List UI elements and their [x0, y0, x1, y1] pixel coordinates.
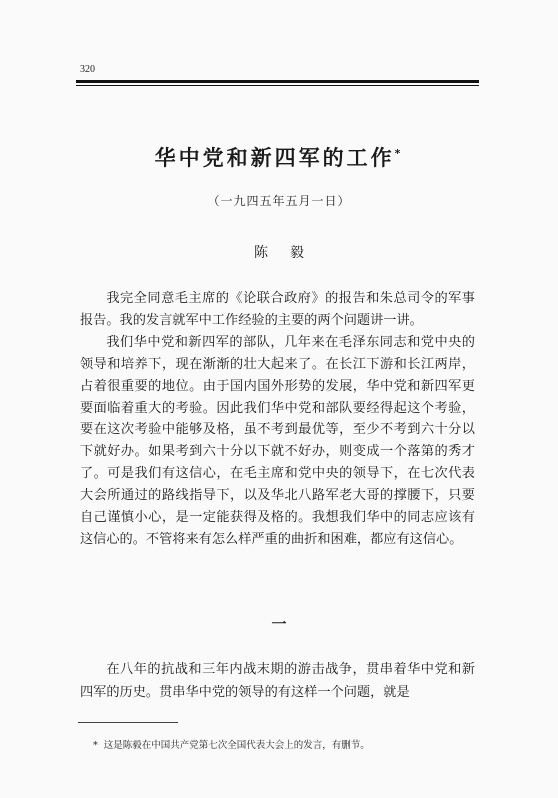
- page-number: 320: [80, 64, 95, 75]
- footnote: [93, 737, 370, 751]
- footnote-mark: *: [93, 740, 98, 751]
- footnote-rule: [78, 722, 178, 723]
- body-text: [80, 288, 475, 551]
- title-note-mark: *: [394, 147, 404, 160]
- paragraph: 在八年的抗战和三年内战末期的游击战争，贯串着华中党和新四军的历史。贯串华中党的领导的有这样一个问题，就是: [80, 662, 475, 700]
- article-title-text: 华中党和新四军的工作: [154, 146, 395, 170]
- footnote-text: 这是陈毅在中国共产党第七次全国代表大会上的发言，有删节。: [103, 740, 370, 751]
- body-text-section: [80, 659, 475, 704]
- article-author: 陈毅: [254, 245, 326, 261]
- header-rule-thick: [76, 80, 479, 83]
- article-title: [0, 142, 558, 172]
- article-date: （一九四五年五月一日）: [207, 194, 351, 208]
- paragraph: 我完全同意毛主席的《论联合政府》的报告和朱总司令的军事报告。我的发言就军中工作经验的主要的两个问题讲一讲。: [80, 291, 475, 328]
- header-rule-thin: [76, 85, 479, 86]
- section-number: 一: [271, 615, 287, 633]
- paragraph: 我们华中党和新四军的部队，几年来在毛泽东同志和党中央的领导和培养下，现在渐渐的壮大起来了。在长江下游和长江两岸，占着很重要的地位。由于国内国外形势的发展，华中党和新四军更要面临着重大的考验。因此我们华中党和部队要经得起这个考验，要在这次考验中能够及格，虽不考到最优等，至少不考到六十分以下就好办。如果考到六十分以下就不好办，则变成一个落第的秀才了。可是我们有这信心，在毛主席和党中央的领导下，在七次代表大会所通过的路线指导下，以及华北八路军老大哥的撑腰下，只要自己谨慎小心，是一定能获得及格的。我想我们华中的同志应该有这信心的。不管将来有怎么样严重的曲折和困难，都应有这信心。: [80, 334, 475, 547]
